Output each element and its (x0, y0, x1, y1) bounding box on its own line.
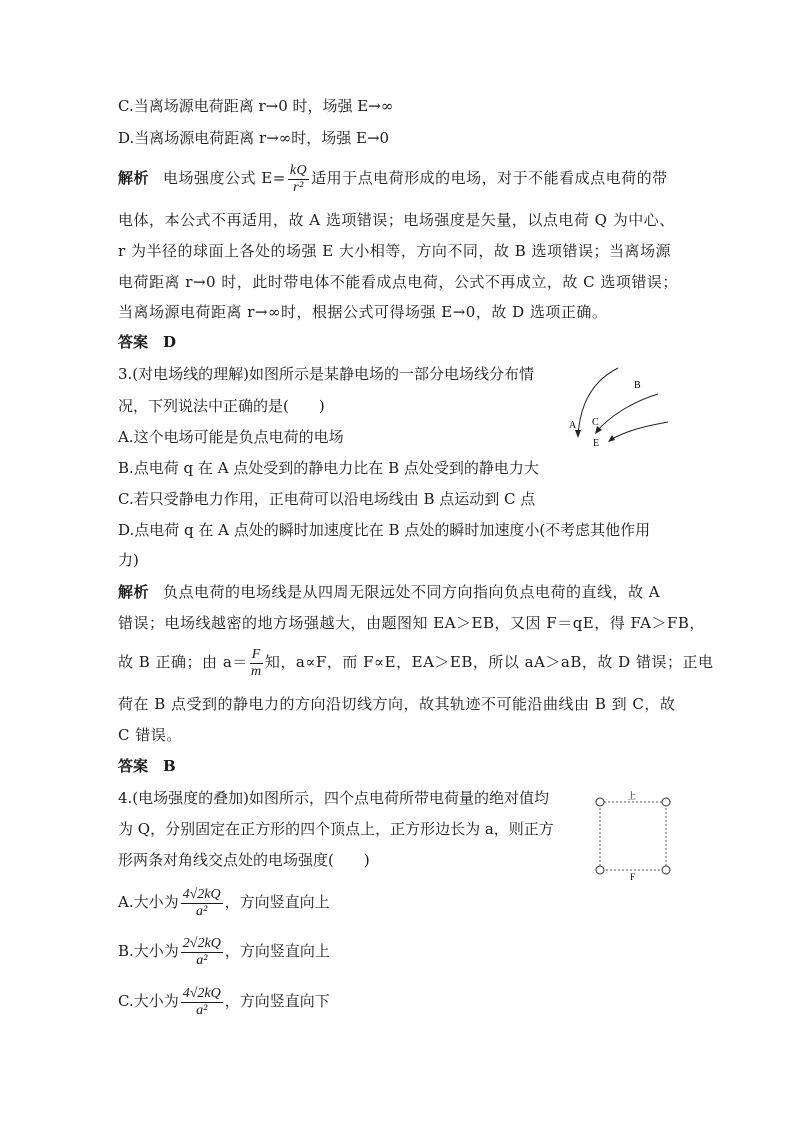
q3-line-1: 3.(对电场线的理解)如图所示是某静电场的一部分电场线分布情 (118, 365, 535, 383)
square-outline (600, 802, 666, 870)
analysis-1-line-3: r 为半径的球面上各处的场强 E 大小相等，方向不同，故 B 选项错误；当离场源 (118, 242, 671, 260)
q4-option-b (118, 933, 330, 969)
analysis-text: 知，a∝F，而 F∝E，EA＞EB，所以 aA＞aB，故 D 错误；正电 (264, 653, 714, 671)
q4-line-1: 4.(电场强度的叠加)如图所示，四个点电荷所带电荷量的绝对值均 (118, 789, 550, 807)
analysis-2-line-4: 荷在 B 点受到的静电力的方向沿切线方向，故其轨迹不可能沿曲线由 B 到 C，故 (118, 695, 676, 713)
analysis-text: 电场强度公式 E= (163, 169, 286, 187)
line-c-option: C.当离场源电荷距离 r→0 时，场强 E→∞ (118, 97, 394, 115)
analysis-2-line-1 (118, 582, 660, 602)
analysis-text: 适用于点电荷形成的电场，对于不能看成点电荷的带 (311, 169, 668, 187)
analysis-2-line-2: 错误；电场线越密的地方场强越大，由题图知 EA＞EB，又因 F＝qE，得 FA＞FB， (118, 614, 705, 632)
q3-option-a: A.这个电场可能是负点电荷的电场 (118, 428, 344, 446)
fraction-numerator: F (251, 646, 261, 662)
option-text: ，方向竖直向上 (224, 893, 330, 911)
fraction-numerator: 4√2kQ (182, 985, 221, 1001)
q4-line-3: 形两条对角线交点处的电场强度( ) (118, 851, 370, 869)
option-text: C.大小为 (118, 992, 179, 1010)
analysis-1-line-1 (118, 160, 668, 196)
field-line (610, 422, 668, 440)
square-charges-figure (590, 790, 674, 880)
analysis-2-line-3 (118, 644, 713, 680)
option-text: ，方向竖直向下 (224, 992, 330, 1010)
fig-label-c: C (592, 417, 599, 428)
analysis-1-line-2: 电体，本公式不再适用，故 A 选项错误；电场强度是矢量，以点电荷 Q 为中心、 (118, 211, 675, 229)
fraction (288, 163, 309, 196)
fig-label-bottom: F (630, 872, 636, 880)
fraction (250, 647, 263, 680)
arrow-head (575, 430, 581, 438)
fraction-numerator: kQ (289, 162, 308, 178)
line-d-option: D.当离场源电荷距离 r→∞时，场强 E→0 (118, 129, 390, 147)
answer-2: 答案 B (118, 757, 176, 775)
q3-line-2: 况，下列说法中正确的是( ) (118, 397, 325, 415)
fraction (181, 887, 223, 920)
analysis-2-line-5: C 错误。 (118, 726, 182, 744)
charge-marker (596, 798, 604, 806)
fraction-denominator: a² (196, 952, 208, 968)
analysis-1-line-5: 当离场源电荷距离 r→∞时，根据公式可得场强 E→0，故 D 选项正确。 (118, 303, 608, 321)
fraction-denominator: m (251, 663, 262, 679)
fraction-denominator: r² (293, 179, 304, 195)
q3-option-b: B.点电荷 q 在 A 点处受到的静电力比在 B 点处受到的静电力大 (118, 459, 539, 477)
q3-option-d-line-2: 力) (118, 551, 139, 569)
q4-option-a (118, 884, 330, 920)
analysis-text: 负点电荷的电场线是从四周无限远处不同方向指向负点电荷的直线，故 A (163, 583, 661, 601)
charge-marker (662, 798, 670, 806)
fig-label-a: A (569, 420, 577, 431)
fraction-denominator: a² (196, 1002, 208, 1018)
charge-marker (596, 866, 604, 874)
analysis-label: 解析 (118, 169, 150, 187)
fig-label-b: B (634, 380, 641, 391)
q3-option-c: C.若只受静电力作用，正电荷可以沿电场线由 B 点运动到 C 点 (118, 490, 536, 508)
fig-label-e: E (593, 438, 600, 449)
option-text: B.大小为 (118, 942, 179, 960)
fraction (181, 986, 223, 1019)
answer-1: 答案 D (118, 333, 177, 351)
analysis-1-line-4: 电荷距离 r→0 时，此时带电体不能看成点电荷，公式不再成立，故 C 选项错误； (118, 273, 678, 291)
fraction-numerator: 2√2kQ (182, 935, 221, 951)
analysis-text: 故 B 正确；由 a＝ (118, 653, 248, 671)
fraction-denominator: a² (196, 903, 208, 919)
option-text: A.大小为 (118, 893, 179, 911)
fig-label-top: 上 (627, 791, 637, 801)
analysis-label: 解析 (118, 583, 150, 601)
fraction-numerator: 4√2kQ (182, 886, 221, 902)
option-text: ，方向竖直向上 (224, 942, 330, 960)
q4-option-c (118, 983, 330, 1019)
q4-line-2: 为 Q，分别固定在正方形的四个顶点上，正方形边长为 a，则正方 (118, 820, 554, 838)
fraction (181, 936, 223, 969)
charge-marker (662, 866, 670, 874)
field-lines-figure (566, 366, 676, 452)
q3-option-d-line-1: D.点电荷 q 在 A 点处的瞬时加速度比在 B 点处的瞬时加速度小(不考虑其他作用 (118, 521, 651, 539)
arrow-head (608, 435, 615, 442)
